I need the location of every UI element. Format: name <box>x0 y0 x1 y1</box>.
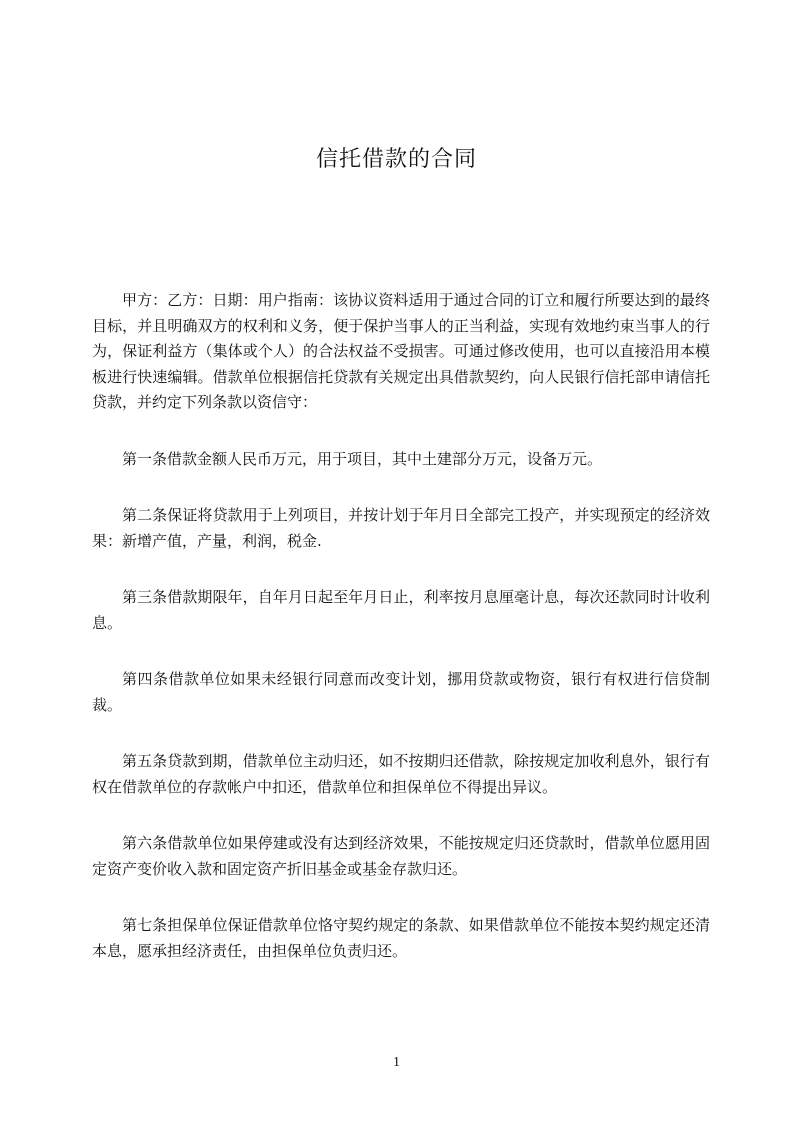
paragraph-article-7: 第七条担保单位保证借款单位恪守契约规定的条款、如果借款单位不能按本契约规定还清本息，愿承担经济责任，由担保单位负责归还。 <box>92 916 710 960</box>
paragraph-article-3: 第三条借款期限年，自年月日起至年月日止，利率按月息厘毫计息，每次还款同时计收利息。 <box>92 588 710 632</box>
paragraph-article-5: 第五条贷款到期，借款单位主动归还，如不按期归还借款，除按规定加收利息外，银行有权在借款单位的存款帐户中扣还，借款单位和担保单位不得提出异议。 <box>92 752 710 796</box>
page-number: 1 <box>393 1055 400 1070</box>
paragraph-article-2: 第二条保证将贷款用于上列项目，并按计划于年月日全部完工投产，并实现预定的经济效果：新增产值，产量，利润，税金. <box>92 506 710 550</box>
paragraph-article-1: 第一条借款金额人民币万元，用于项目，其中土建部分万元，设备万元。 <box>122 449 603 468</box>
document-title: 信托借款的合同 <box>315 147 477 172</box>
paragraph-article-4: 第四条借款单位如果未经银行同意而改变计划，挪用贷款或物资，银行有权进行信贷制裁。 <box>92 670 710 714</box>
document-body <box>92 288 710 964</box>
paragraph-preamble: 甲方：乙方：日期：用户指南：该协议资料适用于通过合同的订立和履行所要达到的最终目标，并且明确双方的权利和义务，便于保护当事人的正当利益，实现有效地约束当事人的行为，保证利益方（集体或个人）的合法权益不受损害。可通过修改使用，也可以直接沿用本模板进行快速编辑。借款单位根据信托贷款有关规定出具借款契约，向人民银行信托部申请信托贷款，并约定下列条款以资信守： <box>92 291 710 411</box>
paragraph-article-6: 第六条借款单位如果停建或没有达到经济效果，不能按规定归还贷款时，借款单位愿用固定资产变价收入款和固定资产折旧基金或基金存款归还。 <box>92 834 710 878</box>
